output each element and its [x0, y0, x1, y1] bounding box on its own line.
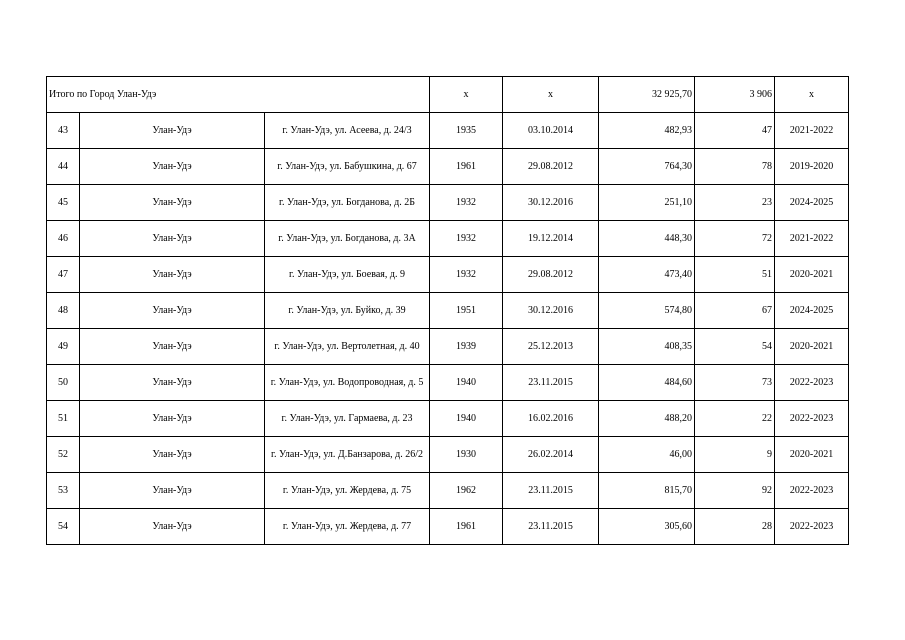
row-number: 49 [47, 329, 80, 365]
year-cell: 1939 [430, 329, 503, 365]
year-cell: 1932 [430, 257, 503, 293]
total-year: x [430, 77, 503, 113]
city-cell: Улан-Удэ [80, 437, 265, 473]
city-cell: Улан-Удэ [80, 509, 265, 545]
area-cell: 488,20 [599, 401, 695, 437]
city-cell: Улан-Удэ [80, 185, 265, 221]
table-row [47, 365, 849, 401]
date-cell: 29.08.2012 [503, 149, 599, 185]
address-cell: г. Улан-Удэ, ул. Богданова, д. 2Б [265, 185, 430, 221]
area-cell: 408,35 [599, 329, 695, 365]
date-cell: 25.12.2013 [503, 329, 599, 365]
city-cell: Улан-Удэ [80, 257, 265, 293]
date-cell: 03.10.2014 [503, 113, 599, 149]
address-cell: г. Улан-Удэ, ул. Д.Банзарова, д. 26/2 [265, 437, 430, 473]
address-cell: г. Улан-Удэ, ул. Вертолетная, д. 40 [265, 329, 430, 365]
year-cell: 1962 [430, 473, 503, 509]
date-cell: 30.12.2016 [503, 185, 599, 221]
city-cell: Улан-Удэ [80, 365, 265, 401]
area-cell: 473,40 [599, 257, 695, 293]
table-body [47, 77, 849, 545]
residents-cell: 22 [695, 401, 775, 437]
city-cell: Улан-Удэ [80, 113, 265, 149]
city-cell: Улан-Удэ [80, 149, 265, 185]
period-cell: 2024-2025 [775, 185, 849, 221]
period-cell: 2022-2023 [775, 509, 849, 545]
period-cell: 2020-2021 [775, 257, 849, 293]
table-row [47, 149, 849, 185]
year-cell: 1935 [430, 113, 503, 149]
period-cell: 2019-2020 [775, 149, 849, 185]
residents-cell: 78 [695, 149, 775, 185]
period-cell: 2022-2023 [775, 401, 849, 437]
residents-cell: 47 [695, 113, 775, 149]
row-number: 47 [47, 257, 80, 293]
address-cell: г. Улан-Удэ, ул. Бабушкина, д. 67 [265, 149, 430, 185]
row-number: 54 [47, 509, 80, 545]
period-cell: 2021-2022 [775, 113, 849, 149]
residents-cell: 54 [695, 329, 775, 365]
year-cell: 1930 [430, 437, 503, 473]
table-row [47, 401, 849, 437]
city-cell: Улан-Удэ [80, 473, 265, 509]
date-cell: 23.11.2015 [503, 509, 599, 545]
area-cell: 251,10 [599, 185, 695, 221]
table-row [47, 185, 849, 221]
table-row [47, 473, 849, 509]
area-cell: 482,93 [599, 113, 695, 149]
residents-cell: 92 [695, 473, 775, 509]
table-row [47, 437, 849, 473]
residents-cell: 73 [695, 365, 775, 401]
address-cell: г. Улан-Удэ, ул. Асеева, д. 24/3 [265, 113, 430, 149]
total-residents: 3 906 [695, 77, 775, 113]
year-cell: 1961 [430, 509, 503, 545]
date-cell: 19.12.2014 [503, 221, 599, 257]
row-number: 44 [47, 149, 80, 185]
table-row [47, 293, 849, 329]
period-cell: 2022-2023 [775, 365, 849, 401]
address-cell: г. Улан-Удэ, ул. Буйко, д. 39 [265, 293, 430, 329]
table-row [47, 221, 849, 257]
housing-register-table [46, 76, 849, 545]
row-number: 45 [47, 185, 80, 221]
residents-cell: 72 [695, 221, 775, 257]
period-cell: 2022-2023 [775, 473, 849, 509]
address-cell: г. Улан-Удэ, ул. Жердева, д. 75 [265, 473, 430, 509]
residents-cell: 9 [695, 437, 775, 473]
year-cell: 1940 [430, 401, 503, 437]
date-cell: 16.02.2016 [503, 401, 599, 437]
total-label: Итого по Город Улан-Удэ [47, 77, 430, 113]
total-date: x [503, 77, 599, 113]
year-cell: 1940 [430, 365, 503, 401]
date-cell: 23.11.2015 [503, 365, 599, 401]
year-cell: 1961 [430, 149, 503, 185]
city-cell: Улан-Удэ [80, 329, 265, 365]
row-number: 50 [47, 365, 80, 401]
city-cell: Улан-Удэ [80, 401, 265, 437]
table-row [47, 509, 849, 545]
residents-cell: 51 [695, 257, 775, 293]
residents-cell: 28 [695, 509, 775, 545]
row-number: 53 [47, 473, 80, 509]
address-cell: г. Улан-Удэ, ул. Гармаева, д. 23 [265, 401, 430, 437]
row-number: 51 [47, 401, 80, 437]
date-cell: 26.02.2014 [503, 437, 599, 473]
city-cell: Улан-Удэ [80, 221, 265, 257]
address-cell: г. Улан-Удэ, ул. Жердева, д. 77 [265, 509, 430, 545]
date-cell: 30.12.2016 [503, 293, 599, 329]
total-row [47, 77, 849, 113]
period-cell: 2021-2022 [775, 221, 849, 257]
period-cell: 2020-2021 [775, 437, 849, 473]
total-area: 32 925,70 [599, 77, 695, 113]
year-cell: 1951 [430, 293, 503, 329]
address-cell: г. Улан-Удэ, ул. Богданова, д. 3А [265, 221, 430, 257]
year-cell: 1932 [430, 221, 503, 257]
row-number: 43 [47, 113, 80, 149]
row-number: 46 [47, 221, 80, 257]
area-cell: 764,30 [599, 149, 695, 185]
table-row [47, 113, 849, 149]
address-cell: г. Улан-Удэ, ул. Водопроводная, д. 5 [265, 365, 430, 401]
date-cell: 29.08.2012 [503, 257, 599, 293]
table-row [47, 257, 849, 293]
row-number: 48 [47, 293, 80, 329]
period-cell: 2024-2025 [775, 293, 849, 329]
year-cell: 1932 [430, 185, 503, 221]
area-cell: 305,60 [599, 509, 695, 545]
total-period: x [775, 77, 849, 113]
area-cell: 574,80 [599, 293, 695, 329]
area-cell: 448,30 [599, 221, 695, 257]
row-number: 52 [47, 437, 80, 473]
area-cell: 484,60 [599, 365, 695, 401]
residents-cell: 67 [695, 293, 775, 329]
residents-cell: 23 [695, 185, 775, 221]
table-row [47, 329, 849, 365]
date-cell: 23.11.2015 [503, 473, 599, 509]
address-cell: г. Улан-Удэ, ул. Боевая, д. 9 [265, 257, 430, 293]
period-cell: 2020-2021 [775, 329, 849, 365]
area-cell: 815,70 [599, 473, 695, 509]
area-cell: 46,00 [599, 437, 695, 473]
city-cell: Улан-Удэ [80, 293, 265, 329]
